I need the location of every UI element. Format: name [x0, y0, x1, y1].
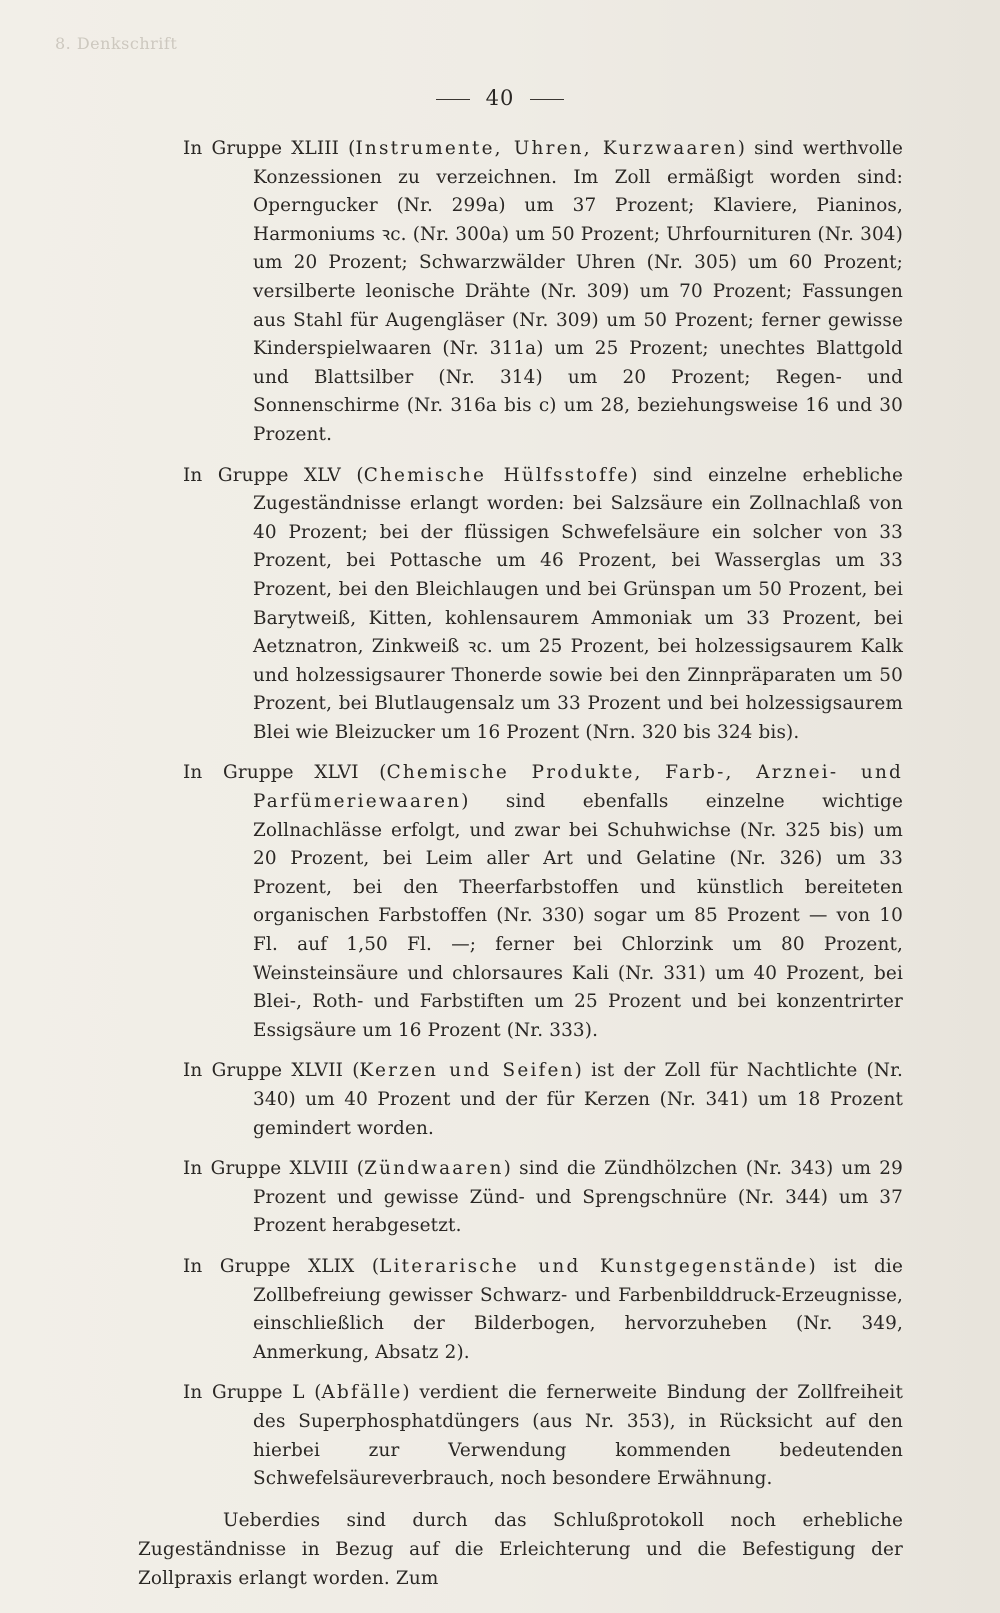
paragraph-gruppe-xliii: [183, 135, 903, 450]
paragraph-lead: In Gruppe L (: [183, 1382, 322, 1404]
paragraph-lead: In Gruppe XLIX (: [183, 1255, 380, 1277]
paragraph-group-title: Chemische Produkte, Farb-, Arznei- und Parfümeriewaaren: [253, 762, 903, 813]
paragraph-text: ) ist die Zollbefreiung gewisser Schwarz- und Farbenbilddruck-Erzeugnisse, einschließlich der Bilderbogen, hervorzuheben (Nr. 349, Anmerkung, Absatz 2).: [253, 1255, 903, 1363]
paragraph-gruppe-l: [183, 1379, 903, 1493]
paragraph-gruppe-xlvii: [183, 1057, 903, 1143]
paragraph-text: ) verdient die fernerweite Bindung der Zollfreiheit des Superphosphatdüngers (aus Nr. 353), in Rücksicht auf den hierbei zur Verwendung kommenden bedeutenden Schwefelsäureverbrauch, noch besondere Erwähnung.: [253, 1382, 903, 1490]
paragraph-lead: In Gruppe XLVI (: [183, 762, 387, 784]
page-number-dash-right: [530, 99, 564, 100]
paragraph-lead: In Gruppe XLVII (: [183, 1060, 360, 1082]
paragraph-group-title: Literarische und Kunstgegenstände: [379, 1255, 809, 1277]
paragraph-group-title: Chemische Hülfsstoffe: [363, 464, 631, 486]
paragraph-gruppe-xlvi: [183, 759, 903, 1045]
paragraph-group-title: Abfälle: [321, 1382, 403, 1404]
paragraph-text: ) sind einzelne erhebliche Zugeständnisse erlangt worden: bei Salzsäure ein Zollnachlaß von 40 Prozent; bei der flüssigen Schwefelsäure ein solcher von 33 Prozent, bei Pottasche um 46 Prozent, bei Wasserglas um 33 Prozent, bei den Bleichlaugen und bei Grünspan um 50 Prozent, bei Barytweiß, Kitten, kohlensaurem Ammoniak um 33 Prozent, bei Aetznatron, Zinkweiß ꝛc. um 25 Prozent, bei holzessigsaurem Kalk und holzessigsaurer Thonerde sowie bei den Zinnpräparaten um 50 Prozent, bei Blutlaugensalz um 33 Prozent und bei holzessigsaurem Blei wie Bleizucker um 16 Prozent (Nrn. 320 bis 324 bis).: [253, 464, 904, 743]
page-number-value: 40: [485, 86, 515, 110]
paragraph-gruppe-xlviii: [183, 1155, 903, 1241]
paragraph-group-title: Instrumente, Uhren, Kurzwaaren: [355, 138, 738, 159]
paragraph-group-title: Kerzen und Seifen: [359, 1060, 575, 1082]
paragraph-lead: In Gruppe XLIII (: [183, 138, 356, 159]
paragraph-lead: In Gruppe XLVIII (: [183, 1158, 365, 1180]
closing-paragraph: Ueberdies sind durch das Schlußprotokoll noch erhebliche Zugeständnisse in Bezug auf die Erleichterung und die Befestigung der Zollpraxis erlangt worden. Zum: [138, 1509, 903, 1589]
bleed-through-header: 8. Denkschrift: [55, 34, 178, 53]
paragraph-group-title: Zündwaaren: [364, 1158, 504, 1180]
paragraph-gruppe-xlix: [183, 1253, 903, 1367]
paragraph-lead: In Gruppe XLV (: [183, 464, 364, 486]
page-number-dash-left: [436, 99, 470, 100]
paragraph-text: ) ist der Zoll für Nachtlichte (Nr. 340) um 40 Prozent und der für Kerzen (Nr. 341) um 18 Prozent gemindert worden.: [253, 1060, 903, 1139]
page-number: [0, 86, 1000, 110]
paragraph-gruppe-xlv: [183, 462, 903, 748]
body-text: [138, 135, 904, 1593]
paragraph-text: ) sind ebenfalls einzelne wichtige Zollnachlässe erfolgt, und zwar bei Schuhwichse (Nr. 325 bis) um 20 Prozent, bei Leim aller Art und Gelatine (Nr. 326) um 33 Prozent, bei den Theerfarbstoffen und künstlich bereiteten organischen Farbstoffen (Nr. 330) sogar um 85 Prozent — von 10 Fl. auf 1,50 Fl. —; ferner bei Chlorzink um 80 Prozent, Weinsteinsäure und chlorsaures Kali (Nr. 331) um 40 Prozent, bei Blei-, Roth- und Farbstiften um 25 Prozent und bei konzentrirter Essigsäure um 16 Prozent (Nr. 333).: [253, 791, 903, 1041]
paragraph-text: ) sind die Zündhölzchen (Nr. 343) um 29 Prozent und gewisse Zünd- und Sprengschnüre (Nr. 344) um 37 Prozent herabgesetzt.: [253, 1158, 903, 1237]
paragraph-text: ) sind werthvolle Konzessionen zu verzeichnen. Im Zoll ermäßigt worden sind: Operngucker (Nr. 299a) um 37 Prozent; Klaviere, Pianinos, Harmoniums ꝛc. (Nr. 300a) um 50 Prozent; Uhrfournituren (Nr. 304) um 20 Prozent; Schwarzwälder Uhren (Nr. 305) um 60 Prozent; versilberte leonische Drähte (Nr. 309) um 70 Prozent; Fassungen aus Stahl für Augengläser (Nr. 309) um 50 Prozent; ferner gewisse Kinderspielwaaren (Nr. 311a) um 25 Prozent; unechtes Blattgold und Blattsilber (Nr. 314) um 20 Prozent; Regen- und Sonnenschirme (Nr. 316a bis c) um 28, beziehungsweise 16 und 30 Prozent.: [253, 138, 903, 445]
